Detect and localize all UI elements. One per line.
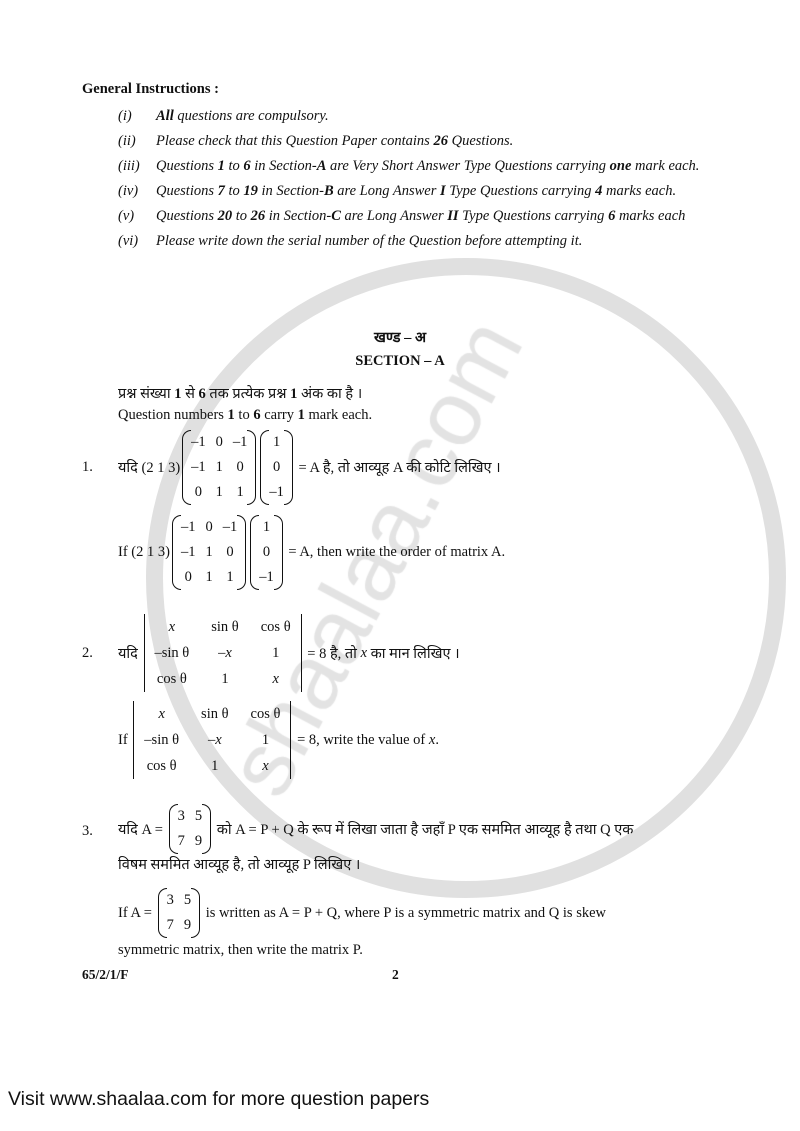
- matrix-cell: x: [262, 758, 269, 774]
- paper-code: 65/2/1/F: [82, 967, 129, 982]
- text-segment: 26: [250, 208, 266, 224]
- matrix-cell: 1: [205, 543, 213, 560]
- text-segment: का मान लिखिए ।: [367, 646, 460, 662]
- text-segment: I: [439, 183, 446, 199]
- matrix-cell: 0: [273, 458, 281, 475]
- question-number: 2.: [82, 645, 93, 661]
- text-segment: 6: [608, 208, 616, 224]
- text-segment: C: [331, 208, 341, 224]
- matrix: [158, 888, 201, 938]
- determinant: [144, 614, 302, 692]
- matrix-cell: 3: [177, 808, 185, 824]
- matrix-cell: sin θ: [211, 619, 239, 635]
- matrix-cell: 5: [194, 808, 203, 824]
- matrix: [172, 515, 246, 590]
- matrix-cell: 0: [262, 543, 271, 560]
- matrix-cell: 1: [205, 568, 213, 585]
- matrix-cell: 0: [205, 518, 213, 535]
- general-instructions-heading: General Instructions :: [82, 81, 219, 97]
- text-segment: = 8 है, तो: [303, 646, 361, 662]
- question-1-english: [118, 515, 505, 589]
- text-segment: प्रश्न संख्या: [118, 386, 175, 402]
- matrix-cell: cos θ: [146, 758, 177, 774]
- text-segment: 6: [198, 386, 206, 402]
- instruction-item: [118, 182, 708, 201]
- text-segment: to: [232, 208, 251, 224]
- matrix-cell: 0: [226, 543, 234, 560]
- text-segment: to: [234, 407, 254, 423]
- matrix-cell: –1: [191, 458, 206, 475]
- instruction-item: [118, 157, 708, 176]
- question-number: 3.: [82, 823, 93, 839]
- instruction-list: [118, 107, 708, 257]
- text-segment: 1: [297, 407, 305, 423]
- matrix-cell: 1: [262, 518, 271, 535]
- matrix-cell: –1: [269, 483, 284, 500]
- text-segment: 1: [290, 386, 298, 402]
- text-segment: तक प्रत्येक प्रश्न: [205, 386, 291, 402]
- matrix-cell: x: [272, 671, 279, 687]
- text-segment: 26: [433, 133, 448, 149]
- text-segment: 4: [595, 183, 603, 199]
- instruction-item: [118, 232, 708, 251]
- text-segment: are Very Short Answer Type Questions carrying: [326, 158, 610, 174]
- text-segment: A: [316, 158, 327, 174]
- matrix-cell: –1: [259, 568, 274, 585]
- text-segment: II: [447, 208, 459, 224]
- matrix-cell: 7: [177, 833, 185, 849]
- text-segment: 19: [243, 183, 258, 199]
- section-hindi-title: खण्ड – अ: [373, 330, 427, 346]
- text-segment: mark each.: [304, 407, 373, 423]
- text-segment: x: [360, 644, 367, 661]
- text-segment: x: [428, 731, 436, 748]
- instruction-label: (iv): [118, 183, 139, 199]
- matrix-cell: 1: [221, 671, 229, 687]
- text-segment: Questions: [156, 158, 218, 174]
- matrix-cell: 3: [166, 892, 174, 908]
- text-segment: Questions: [156, 208, 218, 224]
- matrix-cell: cos θ: [260, 619, 291, 635]
- matrix-cell: 1: [215, 483, 223, 500]
- text-segment: are Long Answer: [333, 183, 440, 199]
- question-2-english: [118, 701, 439, 779]
- matrix-cell: 0: [236, 458, 244, 475]
- text-segment: अंक का है ।: [297, 386, 363, 402]
- section-title: SECTION – A: [355, 353, 445, 369]
- matrix-cell: –1: [180, 518, 196, 535]
- matrix-cell: 0: [184, 568, 192, 585]
- matrix-cell: 1: [226, 568, 234, 585]
- question-number: 1.: [82, 459, 93, 475]
- text-segment: is written as A = P + Q, where P is a symmetric matrix and Q is skew: [202, 904, 607, 921]
- instruction-text: [156, 207, 706, 226]
- matrix-cell: –1: [180, 543, 196, 560]
- text-segment: यदि: [118, 646, 142, 662]
- text-segment: All: [156, 108, 174, 124]
- matrix-cell: –sin θ: [154, 645, 190, 661]
- text-segment: in Section-: [265, 208, 332, 224]
- text-segment: Questions: [156, 183, 218, 199]
- text-segment: = 8, write the value of: [293, 731, 429, 748]
- text-segment: 6: [243, 158, 251, 174]
- text-segment: Please write down the serial number of the Question before attempting it.: [156, 233, 583, 249]
- matrix: [169, 804, 212, 854]
- matrix-cell: sin θ: [201, 706, 229, 722]
- text-segment: marks each: [615, 208, 686, 224]
- text-segment: mark each.: [635, 158, 700, 174]
- matrix-cell: 1: [215, 458, 223, 475]
- text-segment: to: [224, 183, 244, 199]
- text-segment: यदि (2 1 3): [118, 460, 181, 476]
- question-3-english-cont: [118, 941, 363, 959]
- matrix-cell: 1: [261, 732, 270, 748]
- text-segment: 20: [217, 208, 233, 224]
- matrix-cell: x: [158, 706, 165, 722]
- matrix-cell: cos θ: [250, 706, 281, 722]
- text-segment: Questions.: [447, 133, 514, 149]
- text-segment: 1: [174, 386, 182, 402]
- matrix-cell: 1: [236, 483, 244, 500]
- text-segment: in Section-: [250, 158, 317, 174]
- instruction-text: [156, 107, 706, 126]
- instruction-label: (ii): [118, 133, 136, 149]
- instruction-item: [118, 132, 708, 151]
- matrix-cell: 9: [183, 917, 192, 933]
- matrix-cell: 9: [194, 833, 203, 849]
- section-english-note: [118, 406, 372, 424]
- text-segment: one: [609, 158, 632, 174]
- text-segment: Type Questions carrying: [445, 183, 596, 199]
- instruction-label: (v): [118, 208, 135, 224]
- matrix-cell: –x: [207, 732, 222, 748]
- question-3-hindi: [118, 804, 633, 854]
- text-segment: questions are compulsory.: [173, 108, 329, 124]
- text-segment: 6: [253, 407, 261, 423]
- matrix: [250, 515, 283, 590]
- text-segment: = A है, तो आव्यूह A की कोटि लिखिए ।: [294, 460, 501, 476]
- text-segment: marks: [602, 183, 642, 199]
- matrix: [182, 430, 256, 505]
- visit-site-link[interactable]: Visit www.shaalaa.com for more question papers: [8, 1088, 430, 1110]
- text-segment: If (2 1 3): [118, 543, 170, 560]
- text-segment: in Section-: [257, 183, 324, 199]
- matrix-cell: 0: [194, 483, 203, 500]
- matrix-cell: cos θ: [156, 671, 187, 687]
- text-segment: each.: [645, 183, 677, 199]
- text-segment: = A, then write the order of matrix A.: [284, 543, 506, 560]
- text-segment: 1: [227, 407, 235, 423]
- text-segment: विषम सममित आव्यूह है, तो आव्यूह P लिखिए ।: [118, 857, 361, 873]
- matrix-cell: 7: [166, 917, 174, 933]
- matrix-cell: 0: [215, 433, 223, 450]
- text-segment: को A = P + Q के रूप में लिखा जाता है जहाँ P एक सममित आव्यूह है तथा Q एक: [213, 822, 634, 838]
- matrix-cell: –x: [218, 645, 232, 661]
- text-segment: B: [323, 183, 334, 199]
- text-segment: 1: [217, 158, 225, 174]
- instruction-text: [156, 182, 706, 201]
- text-segment: 7: [217, 183, 225, 199]
- matrix-cell: –1: [222, 518, 238, 535]
- text-segment: symmetric matrix, then write the matrix P.: [118, 942, 363, 958]
- instruction-item: [118, 207, 708, 226]
- text-segment: से: [181, 386, 199, 402]
- matrix-cell: –1: [191, 433, 206, 450]
- text-segment: .: [435, 731, 439, 748]
- instruction-label: (iii): [118, 158, 140, 174]
- page-number: 2: [392, 967, 399, 982]
- question-3-hindi-cont: [118, 856, 360, 874]
- instruction-text: [156, 132, 706, 151]
- text-segment: यदि A =: [118, 822, 167, 838]
- matrix-cell: –sin θ: [144, 732, 180, 748]
- text-segment: Question numbers: [118, 407, 228, 423]
- matrix-cell: x: [168, 619, 176, 635]
- matrix-cell: 1: [273, 433, 281, 450]
- text-segment: to: [224, 158, 244, 174]
- instruction-label: (vi): [118, 233, 139, 249]
- instruction-item: [118, 107, 708, 126]
- text-segment: If A =: [118, 904, 156, 921]
- instruction-text: [156, 232, 706, 251]
- text-segment: Please check that this Question Paper contains: [156, 133, 434, 149]
- question-1-hindi: [118, 430, 501, 504]
- matrix-cell: 1: [211, 758, 219, 774]
- matrix: [260, 430, 293, 505]
- section-hindi-note: [118, 385, 362, 403]
- text-segment: carry: [260, 407, 298, 423]
- question-2-hindi: [118, 614, 460, 692]
- determinant: [133, 701, 291, 779]
- text-segment: If: [118, 731, 132, 748]
- matrix-cell: 1: [272, 645, 280, 661]
- instruction-text: [156, 157, 706, 176]
- matrix-cell: 5: [183, 892, 192, 908]
- text-segment: Type Questions carrying: [458, 208, 605, 224]
- text-segment: are Long Answer: [340, 208, 448, 224]
- question-3-english: [118, 888, 606, 938]
- instruction-label: (i): [118, 108, 132, 124]
- matrix-cell: –1: [232, 433, 248, 450]
